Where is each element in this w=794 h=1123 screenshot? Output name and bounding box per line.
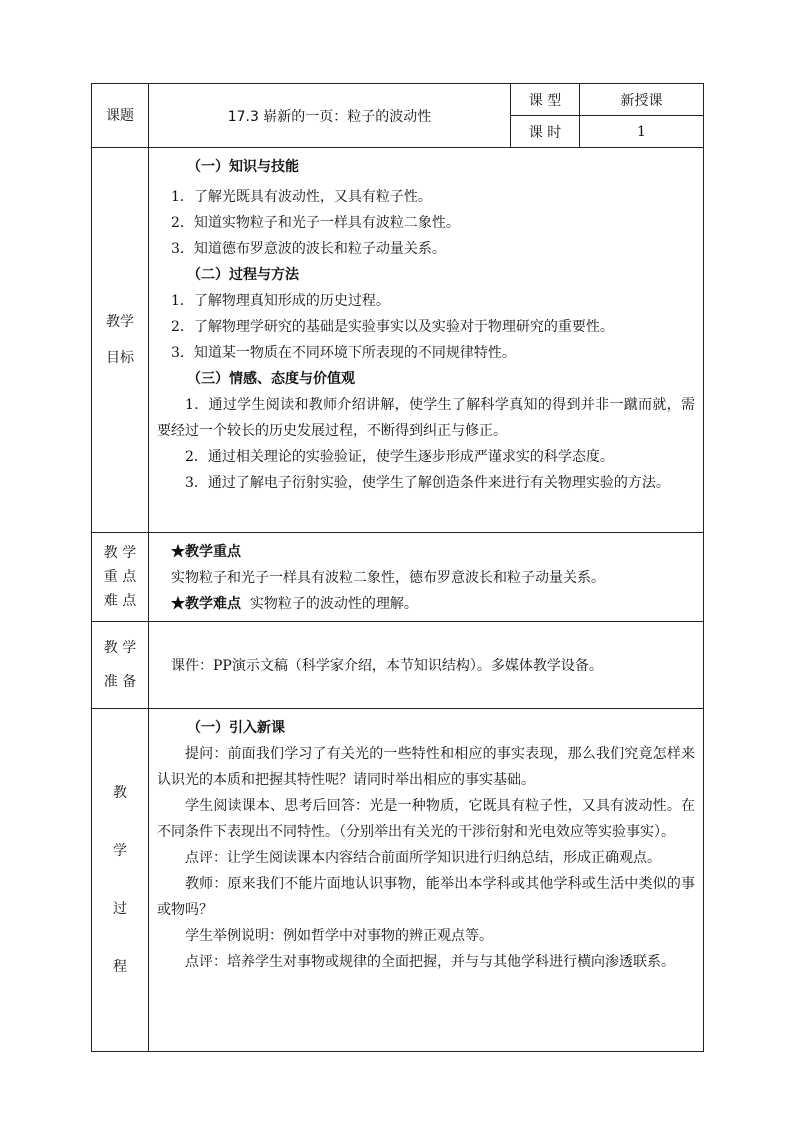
list-item: 2．知道实物粒子和光子一样具有波粒二象性。: [171, 215, 460, 231]
list-item: 3．知道德布罗意波的波长和粒子动量关系。: [171, 241, 446, 257]
keypoints-label: 教 学 重 点 难 点: [92, 533, 149, 622]
key-point-heading: ★教学重点: [171, 544, 241, 560]
lesson-plan-table: [91, 83, 704, 1052]
list-item: 3．通过了解电子衍射实验，使学生了解创造条件来进行有关物理实验的方法。: [185, 475, 670, 491]
lesson-title: 17.3 崭新的一页：粒子的波动性: [149, 84, 511, 148]
difficulty-line: [157, 591, 695, 617]
class-type-label: 课 型: [511, 84, 580, 116]
list-item: 1．通过学生阅读和教师介绍讲解，使学生了解科学真知的得到并非一蹴而就，需要经过一个较长的历史发展过程，不断得到纠正与修正。: [157, 397, 695, 439]
section-heading: （三）情感、态度与价值观: [187, 371, 355, 387]
section-heading: （二）过程与方法: [187, 267, 299, 283]
list-item: 2．了解物理学研究的基础是实验事实以及实验对于物理研究的重要性。: [171, 319, 614, 335]
paragraph: 提问：前面我们学习了有关光的一些特性和相应的事实表现，那么我们究竟怎样来认识光的本质和把握其特性呢？请同时举出相应的事实基础。: [157, 746, 695, 788]
class-type-value: 新授课: [580, 84, 704, 116]
paragraph: 点评：培养学生对事物或规律的全面把握，并与与其他学科进行横向渗透联系。: [185, 954, 675, 970]
keypoints-content: [149, 533, 704, 622]
section-heading: （一）引入新课: [187, 720, 285, 736]
list-item: 2．通过相关理论的实验验证，使学生逐步形成严谨求实的科学态度。: [185, 449, 614, 465]
section-heading: （一）知识与技能: [187, 159, 299, 175]
prep-label: 教 学 准 备: [92, 622, 149, 709]
list-item: 3．知道某一物质在不同环境下所表现的不同规律特性。: [171, 345, 516, 361]
paragraph: 学生阅读课本、思考后回答：光是一种物质，它既具有粒子性，又具有波动性。在不同条件下表现出不同特性。（分别举出有关光的干涉衍射和光电效应等实验事实）。: [157, 798, 695, 840]
key-point-text: 实物粒子和光子一样具有波粒二象性，德布罗意波长和粒子动量关系。: [171, 570, 605, 586]
objectives-label: 教学 目标: [92, 148, 149, 533]
paragraph: 学生举例说明：例如哲学中对事物的辨正观点等。: [185, 928, 493, 944]
prep-text: 课件：PP演示文稿（科学家介绍，本节知识结构）。多媒体教学设备。: [171, 658, 603, 674]
class-hours-label: 课 时: [511, 116, 580, 148]
paragraph: 教师：原来我们不能片面地认识事物，能举出本学科或其他学科或生活中类似的事或物吗？: [157, 876, 695, 918]
process-label: 教 学 过 程: [92, 709, 149, 1052]
list-item: 1．了解光既具有波动性，又具有粒子性。: [171, 189, 432, 205]
difficulty-heading: ★教学难点: [171, 596, 241, 612]
list-item: 1．了解物理真知形成的历史过程。: [171, 293, 390, 309]
difficulty-text: 实物粒子的波动性的理解。: [249, 596, 418, 612]
process-content: [149, 709, 704, 1052]
prep-content: [149, 622, 704, 709]
paragraph: 点评：让学生阅读课本内容结合前面所学知识进行归纳总结，形成正确观点。: [185, 850, 661, 866]
class-hours-value: 1: [580, 116, 704, 148]
objectives-content: [149, 148, 704, 533]
topic-label: 课题: [92, 84, 149, 148]
